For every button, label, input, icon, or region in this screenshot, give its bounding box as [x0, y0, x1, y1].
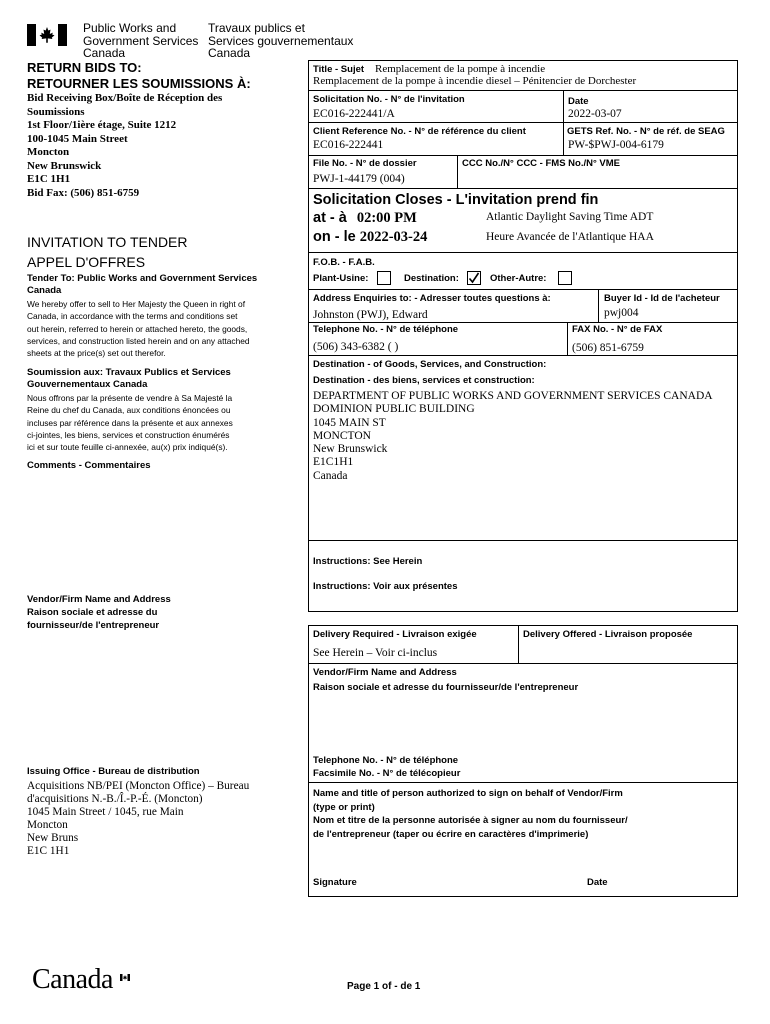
authorized-person-field[interactable] [309, 843, 737, 873]
timezone-en: Atlantic Daylight Saving Time ADT [486, 211, 654, 223]
department-name-fr: Travaux publics et Services gouvernementaux Canada [208, 21, 354, 60]
solicitation-no-value: EC016-222441/A [313, 108, 395, 120]
delivery-required-label: Delivery Required - Livraison exigée [313, 629, 477, 640]
fax-label: FAX No. - N° de FAX [572, 324, 663, 335]
title-label: Title - Sujet [313, 64, 365, 75]
soumission-to-label: Soumission aux: Travaux Publics et Services Gouvernementaux Canada [27, 367, 231, 390]
wordmark-flag-icon [120, 968, 130, 975]
page-number: Page 1 of - de 1 [347, 981, 421, 992]
fax-value: (506) 851-6759 [572, 342, 644, 354]
buyer-id-value: pwj004 [604, 307, 639, 319]
date-label: Date [568, 96, 589, 107]
vendor-firm-label-fr: Raison sociale et adresse du fournisseur/de l'entrepreneur [313, 682, 579, 693]
file-no-label: File No. - N° de dossier [313, 158, 417, 169]
instructions-fr: Instructions: Voir aux présentes [313, 581, 458, 592]
closing-date: on - le 2022-03-24 [313, 229, 428, 245]
plant-checkbox[interactable] [377, 271, 391, 285]
client-ref-label: Client Reference No. - N° de référence du client [313, 126, 526, 137]
ccc-no-label: CCC No./N° CCC - FMS No./N° VME [462, 158, 621, 169]
instructions-en: Instructions: See Herein [313, 556, 423, 567]
telephone-label: Telephone No. - N° de téléphone [313, 324, 459, 335]
return-bids-address: Bid Receiving Box/Boîte de Réception des Soumissions 1st Floor/1ière étage, Suite 1212 100-1045 Main Street Moncton New Brunswick E1C 1H1 Bid Fax: (506) 851-6759 [27, 92, 223, 199]
other-checkbox[interactable] [558, 271, 572, 285]
department-name-en: Public Works and Government Services Canada [83, 21, 199, 60]
authorized-person-label: Name and title of person authorized to sign on behalf of Vendor/Firm (type or print) Nom et titre de la personne autorisée à signer au nom du fournisseur/ de l'entrepreneur (taper ou écrire en caractères d'imprimerie) [313, 788, 628, 840]
signature-date-label: Date [587, 877, 608, 888]
canada-flag-icon [27, 24, 67, 46]
destination-goods-label-en: Destination - of Goods, Services, and Construction: [313, 359, 547, 370]
telephone-value: (506) 343-6382 ( ) [313, 341, 399, 353]
enquiries-value: Johnston (PWJ), Edward [313, 309, 428, 321]
fob-label: F.O.B. - F.A.B. [313, 257, 375, 268]
return-bids-heading: RETURN BIDS TO: RETOURNER LES SOUMISSIONS À: [27, 60, 251, 91]
vendor-firm-label: Vendor/Firm Name and Address [313, 667, 457, 678]
vendor-firm-label-left: Vendor/Firm Name and Address Raison sociale et adresse du fournisseur/de l'entrepreneur [27, 594, 171, 631]
canada-wordmark: Canada [32, 964, 113, 995]
client-ref-value: EC016-222441 [313, 139, 384, 151]
vendor-facsimile-label: Facsimile No. - N° de télécopieur [313, 768, 461, 779]
tender-to-label: Tender To: Public Works and Government Services Canada [27, 273, 258, 296]
gets-ref-label: GETS Ref. No. - N° de réf. de SEAG [567, 126, 725, 137]
timezone-fr: Heure Avancée de l'Atlantique HAA [486, 231, 654, 243]
closing-time: at - à 02:00 PM [313, 210, 417, 226]
gets-ref-value: PW-$PWJ-004-6179 [568, 139, 664, 151]
signature-label: Signature [313, 877, 357, 888]
vendor-firm-field[interactable] [309, 696, 737, 752]
destination-checkbox[interactable] [467, 271, 481, 285]
vendor-telephone-label: Telephone No. - N° de téléphone [313, 755, 459, 766]
title-value: Remplacement de la pompe à incendie [375, 63, 546, 75]
date-value: 2022-03-07 [568, 108, 622, 120]
issuing-office-address: Acquisitions NB/PEI (Moncton Office) – Bureau d'acquisitions N.-B./Î.-P.-É. (Moncton) 1045 Main Street / 1045, rue Main Moncton New Bruns E1C 1H1 [27, 780, 250, 857]
title-value-2: Remplacement de la pompe à incendie diesel – Pénitencier de Dorchester [313, 75, 637, 87]
enquiries-label: Address Enquiries to: - Adresser toutes questions à: [313, 293, 551, 304]
solicitation-closes-heading: Solicitation Closes - L'invitation prend fin [313, 192, 599, 208]
tender-text: We hereby offer to sell to Her Majesty the Queen in right of Canada, in accordance with the terms and conditions set out herein, referred to herein or attached hereto, the goods, services, and construction listed herein and on any attached sheets at the price(s) set out therefor. [27, 299, 250, 359]
delivery-required-value: See Herein – Voir ci-inclus [313, 647, 438, 659]
plant-label: Plant-Usine: [313, 273, 369, 284]
buyer-id-label: Buyer Id - Id de l'acheteur [604, 293, 720, 304]
destination-address: DEPARTMENT OF PUBLIC WORKS AND GOVERNMENT SERVICES CANADA DOMINION PUBLIC BUILDING 1045 MAIN ST MONCTON New Brunswick E1C1H1 Canada [313, 390, 713, 482]
destination-goods-label-fr: Destination - des biens, services et construction: [313, 375, 535, 386]
file-no-value: PWJ-1-44179 (004) [313, 173, 405, 185]
delivery-offered-label: Delivery Offered - Livraison proposée [523, 629, 693, 640]
soumission-text: Nous offrons par la présente de vendre à Sa Majesté la Reine du chef du Canada, aux conditions énoncées ou incluses par référence dans la présente et aux annexes ci-jointes, les biens, services et construction énumérés ici et sur toute feuille ci-annexée, au(x) prix indiqué(s). [27, 393, 233, 453]
solicitation-no-label: Solicitation No. - N° de l'invitation [313, 94, 465, 105]
delivery-offered-field[interactable] [519, 640, 737, 662]
check-icon [467, 271, 481, 285]
other-label: Other-Autre: [490, 273, 547, 284]
issuing-office-label: Issuing Office - Bureau de distribution [27, 766, 200, 777]
invitation-heading: INVITATION TO TENDER APPEL D'OFFRES [27, 234, 188, 270]
comments-label: Comments - Commentaires [27, 460, 151, 471]
destination-label: Destination: [404, 273, 459, 284]
